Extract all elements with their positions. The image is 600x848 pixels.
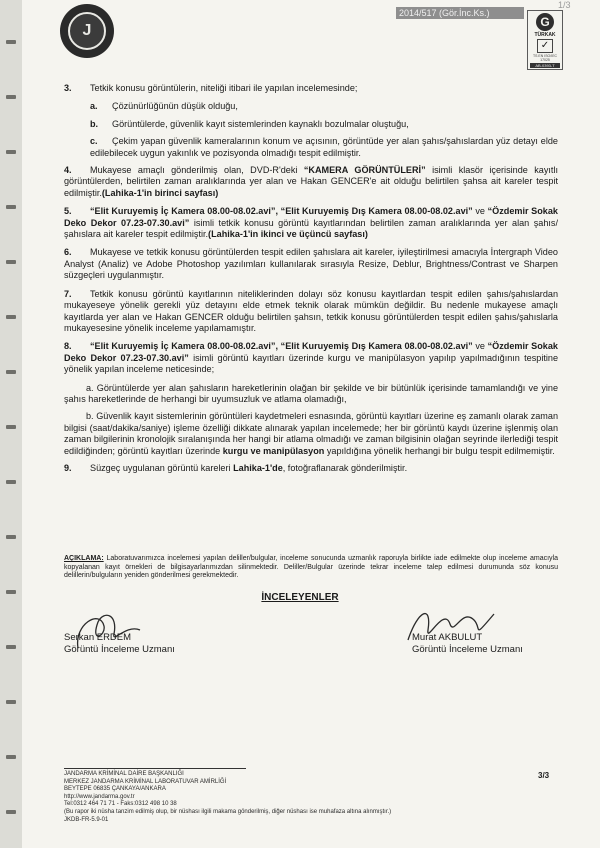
report-body (64, 83, 558, 481)
item-8b (64, 411, 558, 457)
reference-number: 2014/517 (Gör.İnc.Ks.) (396, 7, 524, 19)
page-mark: 1/3 (558, 0, 571, 10)
binding-hole (6, 260, 16, 264)
item-text: yapıldığına yönelik herhangi bir bulgu tespit edilmemiştir. (324, 445, 555, 456)
footer-line: BEYTEPE 06835 ÇANKAYA/ANKARA (64, 786, 166, 793)
item-8a: a. Görüntülerde yer alan şahısların hareketlerinin olağan bir şekilde ve bir bütünlük içerisinde tamamlandığı ve yine şahıs hareketlerinde de herhangi bir uyumsuzluk ve atlama olamadığı, (64, 382, 558, 404)
item-number: 9. (64, 462, 72, 473)
item-5 (64, 206, 558, 240)
item-text: Süzgeç uygulanan görüntü kareleri (90, 462, 234, 473)
binding-hole (6, 95, 16, 99)
item-text: isimli klasör içerisinde kayıtlı görüntülerden, belirtilen zaman aralıklarında yer alan ve Hakan GENCER'e ait olduğu belirtilen şahsa ait kareler tespit edilmiştir. (64, 165, 559, 198)
item-3a (64, 101, 558, 112)
item-bold-text: Lahika-1'de (233, 462, 283, 473)
item-text: ve (472, 341, 488, 352)
sub-text: Çekim yapan güvenlik kameralarının konum ve açısının, görüntüde yer alan şahıs/şahıslardan yüz detayı elde edilebilecek uygun yakınlık ve pozisyonda olmadığı tespit edilmiştir. (90, 136, 558, 158)
binding-strip (0, 0, 23, 848)
item-4 (64, 165, 558, 199)
page-number: 3/3 (538, 771, 550, 780)
item-number: 5. (64, 206, 72, 217)
item-number: 4. (64, 165, 72, 176)
footer (64, 771, 558, 824)
item-text: Tetkik konusu görüntülerin, niteliği itibari ile yapılan incelemesinde; (90, 83, 358, 93)
item-7 (64, 289, 558, 335)
item-number: 3. (64, 83, 72, 93)
item-text: Mukayese ve tetkik konusu görüntülerden tespit edilen şahıslara ait kareler, iyileştirilmesi amacıyla İntergraph Video Analyst (Analiz) ve Adobe Photoshop yazılımları kullanılarak sırasıyla Resize, Deblur, Brightness/Contrast ve Sharpen süzgeçleri uygulanmıştır. (64, 247, 558, 281)
item-bold-text: (Lahika-1'in ikinci ve üçüncü sayfası) (208, 229, 368, 240)
footer-line: (Bu rapor iki nüsha tanzim edilmiş olup, bir nüshası ilgili makama gönderilmiş, diğer nüshası ise muhafaza altına alınmıştır.) (64, 808, 392, 815)
binding-hole (6, 205, 16, 209)
item-text: , fotoğraflanarak gönderilmiştir. (282, 462, 408, 473)
explanation-text: Laboratuvarımızca incelemesi yapılan deliller/bulgular, inceleme sonucunda uzmanlık raporuyla birlikte iade edilmekte olup inceleme amacıyla kopyalanan kayıt örnekleri de bilgisayarlarımızdan silinmektedir. Deliller/Bulgular üzerinde tekrar inceleme talep edilmesi durumunda söz konusu delillerin/bulguların yeniden gönderilmesi gerekmektedir. (64, 555, 558, 580)
badge-title: TÜRKAK (534, 32, 556, 38)
signer-title: Görüntü İnceleme Uzmanı (412, 644, 523, 655)
item-text: ve (472, 206, 488, 217)
item-bold-text: “Elit Kuruyemiş İç Kamera 08.00-08.02.avi”, “Elit Kuruyemiş Dış Kamera 08.00-08.02.avi” (90, 341, 473, 352)
explanation-note (64, 555, 558, 581)
item-number: 8. (64, 341, 72, 352)
item-6 (64, 247, 558, 281)
signature-right (412, 632, 523, 656)
item-text: Tetkik konusu görüntü kayıtlarının niteliklerinden dolayı söz konusu kayıtlardan tespit edilen şahıs/şahıslardan mukayeseye yönelik gerekli yüz detayını elde etmek teknik olarak mümkün değildir. Bu nedenle mukayese amaçlı kayıtlarda yer alan ve Hakan GENCER olduğu belirtilen şahsın, tetkik konusu görüntülerden tespit edilen şahıs/şahıslarla mukayesesine yönelik inceleme yapılamamıştır. (64, 288, 558, 333)
signer-title: Görüntü İnceleme Uzmanı (64, 644, 175, 655)
item-3c (64, 136, 558, 159)
item-text: isimli görüntü kayıtları üzerinde kurgu ve manipülasyon yapılıp yapılmadığının tespitine yönelik yapılan inceleme neticesinde; (64, 352, 559, 375)
binding-hole (6, 810, 16, 814)
binding-hole (6, 425, 16, 429)
item-bold-text: “KAMERA GÖRÜNTÜLERİ” (303, 165, 426, 176)
binding-hole (6, 150, 16, 154)
signature-left (64, 632, 175, 656)
gendarmerie-seal-icon (60, 4, 114, 58)
explanation-label: AÇIKLAMA: (64, 555, 104, 562)
binding-hole (6, 755, 16, 759)
item-3b (64, 119, 558, 130)
item-9 (64, 463, 558, 474)
footer-line: JKDB-FR-5.9-01 (64, 816, 109, 823)
sub-text: Çözünürlüğünün düşük olduğu, (112, 101, 238, 112)
item-text: Mukayese amaçlı gönderilmiş olan, DVD-R'deki (90, 165, 304, 176)
item-bold-text: “Özdemir Sokak Deko Dekor 07.23-07.30.avi” (64, 206, 558, 228)
item-number: 7. (64, 288, 72, 299)
binding-hole (6, 645, 16, 649)
badge-number: AB-0393-T (530, 63, 560, 68)
badge-standard: TS EN ISO/IEC 17025 (532, 54, 558, 62)
check-icon: ✓ (537, 39, 553, 53)
item-3 (64, 83, 558, 94)
item-number: 6. (64, 247, 72, 258)
footer-line: MERKEZ JANDARMA KRİMİNAL LABORATUVAR AMİRLİĞİ (64, 778, 227, 785)
accreditation-badge (527, 10, 563, 70)
sub-letter: a. (90, 101, 98, 112)
binding-hole (6, 370, 16, 374)
item-8 (64, 341, 558, 375)
sub-text: Görüntülerde, güvenlik kayıt sistemlerinden kaynaklı bozulmalar oluştuğu, (112, 118, 409, 129)
sub-letter: c. (90, 136, 98, 147)
binding-hole (6, 535, 16, 539)
item-bold-text: (Lahika-1'in birinci sayfası) (101, 187, 219, 198)
footer-line: Tel:0312 464 71 71 - Faks:0312 498 10 38 (64, 801, 177, 808)
signer-name: Murat AKBULUT (412, 632, 483, 643)
item-text: isimli tetkik konusu görüntü kayıtlarından belirtilen zaman aralıklarında yer alan şahıs/şahıslara ait kareler tespit edilmiştir. (64, 217, 558, 240)
binding-hole (6, 700, 16, 704)
item-text: b. Güvenlik kayıt sistemlerinin görüntüleri kaydetmeleri esnasında, görüntü kayıtları üzerine eş zamanlı olarak zaman bilgisi (saat/dakika/saniye) işleme özelliği dikkate alınarak yapılan incelemede; her bir görüntü kaydı üzerine işlenmiş olan zaman bilgilerinin kronolojik sıralanışında her hangi bir atlama olmadığı ve zaman bilgisinin olağan seyrinde ilerlediği tespit edildiğinden; görüntü kayıtları üzerinde (64, 411, 558, 456)
seal-emblem: J (68, 12, 106, 50)
turkak-logo-icon: G (536, 13, 554, 31)
binding-hole (6, 40, 16, 44)
footer-line: http://www.jandarma.gov.tr (64, 793, 135, 800)
item-bold-text: kurgu ve manipülasyon (222, 445, 325, 456)
footer-line: JANDARMA KRİMİNAL DAİRE BAŞKANLIĞI (64, 771, 184, 777)
signer-name: Serkan ERDEM (64, 632, 132, 643)
item-bold-text: “Özdemir Sokak Deko Dekor 07.23-07.30.avi” (64, 341, 558, 363)
item-bold-text: “Elit Kuruyemiş İç Kamera 08.00-08.02.avi”, “Elit Kuruyemiş Dış Kamera 08.00-08.02.avi” (90, 206, 473, 217)
reviewers-heading: İNCELEYENLER (261, 592, 339, 603)
binding-hole (6, 315, 16, 319)
binding-hole (6, 480, 16, 484)
footer-divider (64, 768, 246, 769)
sub-letter: b. (90, 118, 99, 129)
